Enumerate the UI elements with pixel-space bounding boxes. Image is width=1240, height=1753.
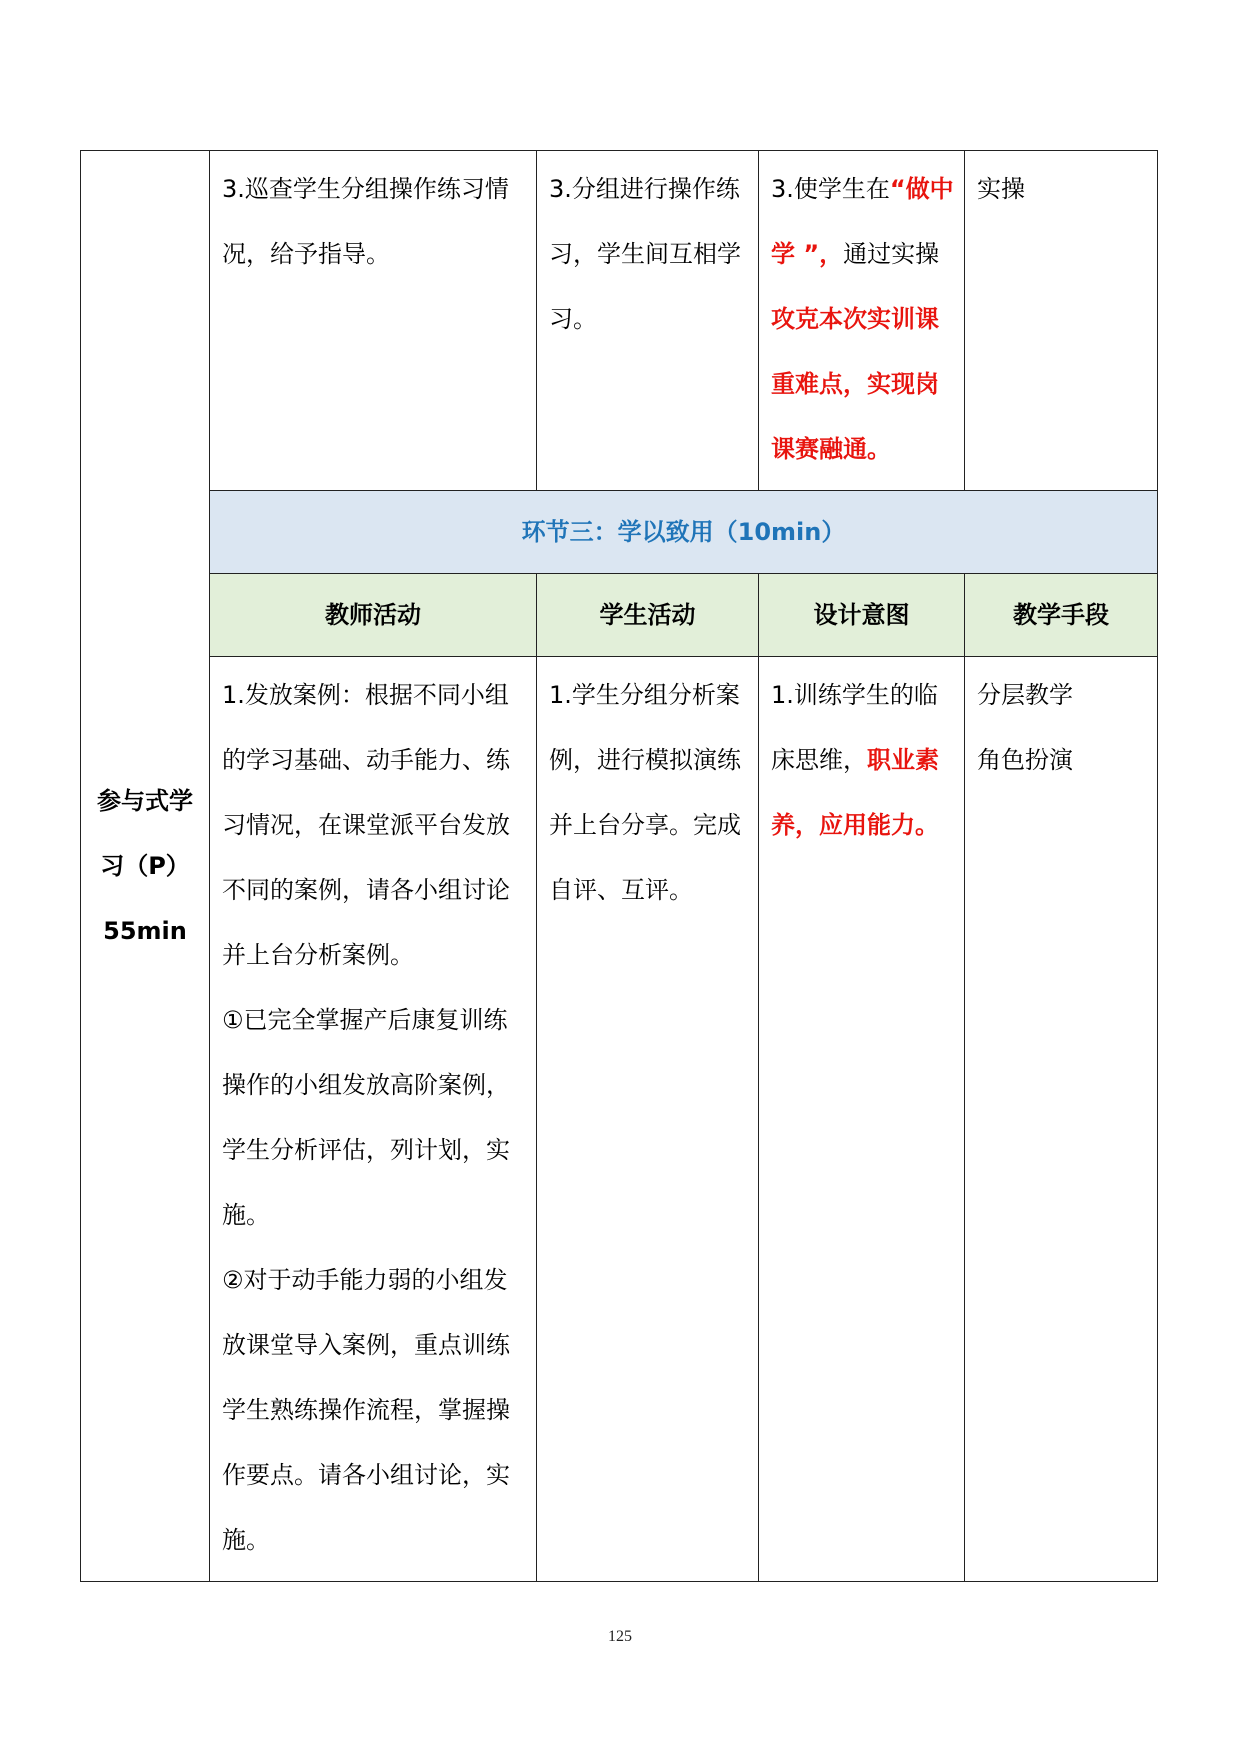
section-title-line2: 习（P） — [100, 851, 190, 880]
intent-emphasis: “做中学 ”， — [771, 175, 954, 268]
intent-middle: 通过实操 — [843, 240, 940, 268]
header-teaching-method: 教学手段 — [965, 574, 1158, 657]
stage-title: 环节三：学以致用（10min） — [210, 491, 1158, 574]
header-teacher-activity: 教师活动 — [210, 574, 537, 657]
intent-prefix: 3.使学生在 — [771, 175, 890, 203]
table-row — [81, 151, 1158, 491]
teacher-activity-paragraph: ②对于动手能力弱的小组发放课堂导入案例，重点训练学生熟练操作流程，掌握操作要点。请各小组讨论，实施。 — [222, 1266, 510, 1554]
teaching-method-item: 分层教学 — [977, 681, 1073, 709]
teaching-method-text — [965, 657, 1157, 801]
design-intent-text — [759, 657, 964, 866]
section-duration: 55min — [103, 916, 187, 945]
student-activity-cell — [537, 151, 759, 491]
teacher-activity-cell — [210, 657, 537, 1582]
section-title-line1: 参与式学 — [97, 786, 193, 815]
student-activity-text: 1.学生分组分析案例，进行模拟演练并上台分享。完成自评、互评。 — [549, 681, 741, 904]
teacher-activity-cell — [210, 151, 537, 491]
teacher-activity-paragraph: ①已完全掌握产后康复训练操作的小组发放高阶案例，学生分析评估，列计划，实施。 — [222, 1006, 510, 1229]
page-number: 125 — [608, 1628, 632, 1645]
intent-emphasis: 职业素养，应用能力。 — [771, 746, 939, 839]
design-intent-text — [759, 151, 964, 490]
column-header-row — [81, 574, 1158, 657]
stage-row — [81, 491, 1158, 574]
teaching-method-cell — [965, 657, 1158, 1582]
design-intent-cell — [759, 151, 965, 491]
intent-prefix: 1.训练学生的临床思维， — [771, 681, 938, 774]
teacher-activity-paragraph: 1.发放案例：根据不同小组的学习基础、动手能力、练习情况，在课堂派平台发放不同的案例，请各小组讨论并上台分析案例。 — [222, 681, 510, 969]
student-activity-cell — [537, 657, 759, 1582]
lesson-plan-table — [80, 150, 1158, 1582]
teacher-activity-text — [210, 657, 536, 1581]
teaching-method-item: 角色扮演 — [977, 746, 1073, 774]
intent-emphasis-2: 攻克本次实训课重难点，实现岗课赛融通。 — [771, 305, 939, 463]
table-row — [81, 657, 1158, 1582]
header-student-activity: 学生活动 — [537, 574, 759, 657]
design-intent-cell — [759, 657, 965, 1582]
teaching-method-text: 实操 — [977, 175, 1025, 203]
header-design-intent: 设计意图 — [759, 574, 965, 657]
section-label-cell — [81, 151, 210, 1582]
student-activity-text: 3.分组进行操作练习，学生间互相学习。 — [549, 175, 741, 333]
teaching-method-cell — [965, 151, 1158, 491]
teacher-activity-text: 3.巡查学生分组操作练习情况，给予指导。 — [222, 175, 509, 268]
